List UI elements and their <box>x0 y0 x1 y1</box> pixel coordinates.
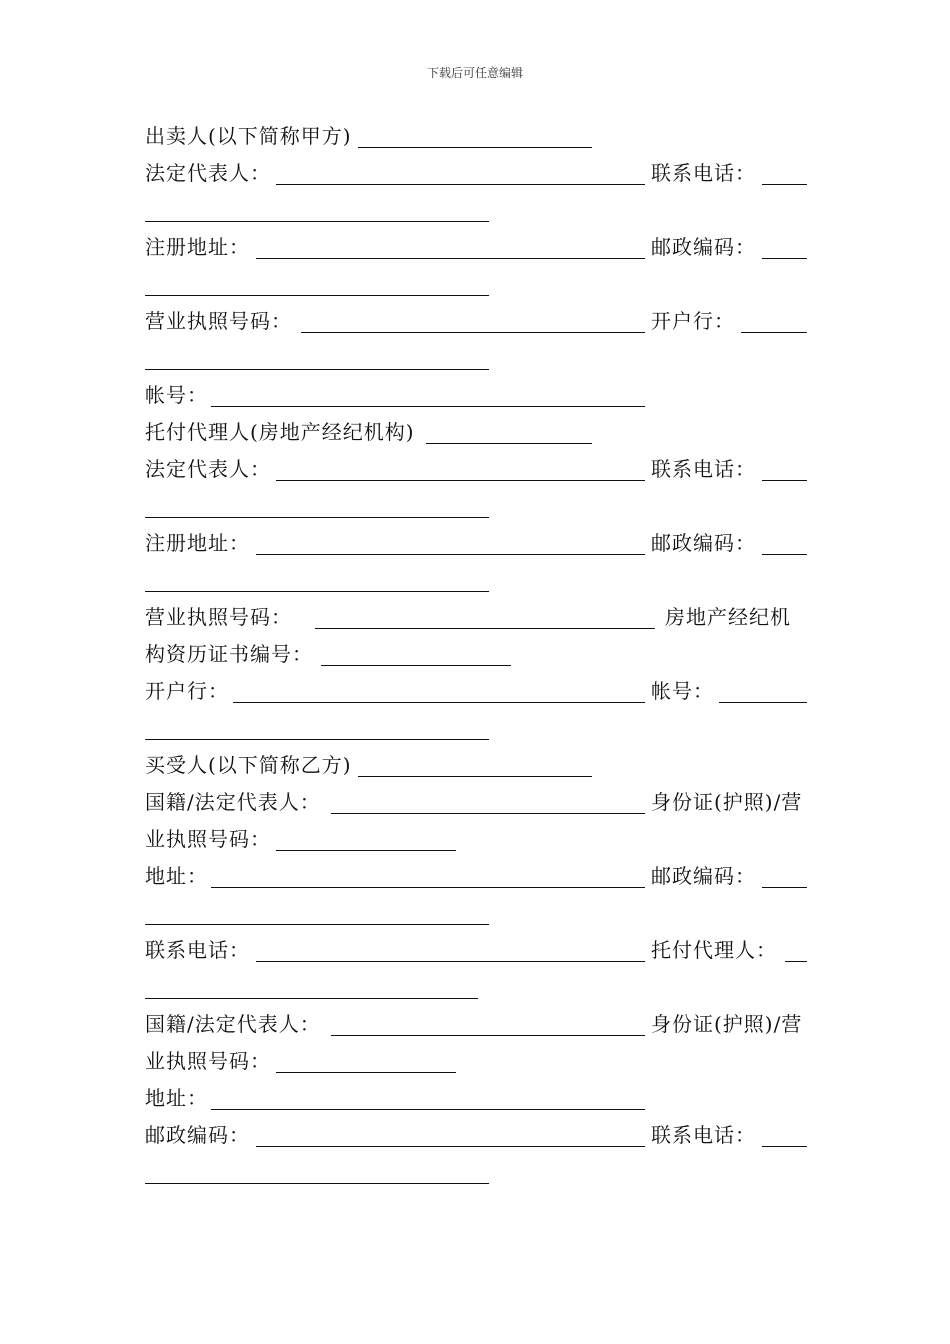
seller-postcode-cont <box>145 266 807 303</box>
agent-name-field[interactable] <box>426 443 592 444</box>
agent-license-field[interactable] <box>315 628 655 629</box>
agent-cert-line <box>145 636 807 673</box>
buyer-postcode-field-b[interactable] <box>145 924 489 925</box>
agent-account-cont <box>145 710 807 747</box>
proxy-phone-cont <box>145 1154 807 1191</box>
agent-phone-field-b[interactable] <box>145 517 489 518</box>
seller-legal-rep-field[interactable] <box>276 184 645 185</box>
agent-legal-rep-line <box>145 451 807 488</box>
buyer-address-line <box>145 858 807 895</box>
seller-bank-cont <box>145 340 807 377</box>
proxy-nationality-line <box>145 1006 807 1043</box>
proxy-nationality-label: 国籍/法定代表人： <box>145 1012 321 1036</box>
buyer-postcode-label: 邮政编码： <box>651 864 756 888</box>
agent-address-label: 注册地址： <box>145 531 250 555</box>
buyer-nationality-field[interactable] <box>331 813 645 814</box>
agent-phone-cont <box>145 488 807 525</box>
seller-license-line <box>145 303 807 340</box>
proxy-id-label-a: 身份证(护照)/营 <box>651 1012 803 1036</box>
agent-title-line <box>145 414 807 451</box>
seller-phone-label: 联系电话： <box>651 161 756 185</box>
agent-postcode-cont <box>145 562 807 599</box>
agent-phone-label: 联系电话： <box>651 457 756 481</box>
proxy-address-label: 地址： <box>145 1086 208 1110</box>
buyer-id-field[interactable] <box>276 850 456 851</box>
buyer-id-label-a: 身份证(护照)/营 <box>651 790 803 814</box>
proxy-phone-label: 联系电话： <box>651 1123 756 1147</box>
agent-legal-rep-label: 法定代表人： <box>145 457 271 481</box>
seller-legal-rep-label: 法定代表人： <box>145 161 271 185</box>
seller-account-field[interactable] <box>211 406 645 407</box>
buyer-nationality-line <box>145 784 807 821</box>
seller-license-field[interactable] <box>301 332 645 333</box>
agent-address-line <box>145 525 807 562</box>
seller-name-field[interactable] <box>358 147 592 148</box>
buyer-phone-line <box>145 932 807 969</box>
seller-bank-field-a[interactable] <box>741 332 807 333</box>
agent-cert-field[interactable] <box>321 665 511 666</box>
buyer-postcode-field-a[interactable] <box>762 887 807 888</box>
seller-license-label: 营业执照号码： <box>145 309 292 333</box>
seller-bank-field-b[interactable] <box>145 369 489 370</box>
buyer-id-line <box>145 821 807 858</box>
agent-license-label: 营业执照号码： <box>145 605 292 629</box>
agent-address-field[interactable] <box>256 554 645 555</box>
seller-postcode-field-b[interactable] <box>145 295 489 296</box>
buyer-proxy-field-a[interactable] <box>785 961 807 962</box>
seller-postcode-label: 邮政编码： <box>651 235 756 259</box>
agent-bank-field[interactable] <box>233 702 645 703</box>
seller-bank-label: 开户行： <box>651 309 735 333</box>
buyer-address-label: 地址： <box>145 864 208 888</box>
buyer-id-label-b: 业执照号码： <box>145 827 271 851</box>
seller-account-line <box>145 377 807 414</box>
seller-postcode-field-a[interactable] <box>762 258 807 259</box>
agent-cert-label-b: 构资历证书编号： <box>145 642 313 666</box>
buyer-title: 买受人(以下简称乙方) <box>145 753 352 777</box>
proxy-address-line <box>145 1080 807 1117</box>
seller-address-line <box>145 229 807 266</box>
buyer-phone-label: 联系电话： <box>145 938 250 962</box>
buyer-address-field[interactable] <box>211 887 645 888</box>
agent-bank-line <box>145 673 807 710</box>
agent-license-line <box>145 599 807 636</box>
agent-bank-label: 开户行： <box>145 679 229 703</box>
agent-legal-rep-field[interactable] <box>276 480 645 481</box>
proxy-nationality-field[interactable] <box>331 1035 645 1036</box>
proxy-postcode-field[interactable] <box>256 1146 645 1147</box>
agent-phone-field-a[interactable] <box>762 480 807 481</box>
proxy-id-field[interactable] <box>276 1072 456 1073</box>
seller-title-line <box>145 118 807 155</box>
seller-phone-cont <box>145 192 807 229</box>
buyer-proxy-cont <box>145 969 807 1006</box>
page-header: 下载后可任意编辑 <box>426 66 523 80</box>
seller-phone-field-a[interactable] <box>762 184 807 185</box>
seller-address-label: 注册地址： <box>145 235 250 259</box>
buyer-phone-field[interactable] <box>256 961 645 962</box>
proxy-id-label-b: 业执照号码： <box>145 1049 271 1073</box>
proxy-phone-field-a[interactable] <box>762 1146 807 1147</box>
agent-account-field-a[interactable] <box>719 702 807 703</box>
contract-parties-form <box>145 118 807 1191</box>
agent-cert-label-a: 房地产经纪机 <box>665 605 791 629</box>
buyer-title-line <box>145 747 807 784</box>
seller-title: 出卖人(以下简称甲方) <box>145 124 352 148</box>
proxy-id-line <box>145 1043 807 1080</box>
seller-account-label: 帐号： <box>145 383 208 407</box>
seller-address-field[interactable] <box>256 258 645 259</box>
proxy-postcode-line <box>145 1117 807 1154</box>
agent-title: 托付代理人(房地产经纪机构) <box>145 420 415 444</box>
agent-account-label: 帐号： <box>651 679 714 703</box>
buyer-name-field[interactable] <box>358 776 592 777</box>
agent-postcode-field-b[interactable] <box>145 591 489 592</box>
proxy-phone-field-b[interactable] <box>145 1183 489 1184</box>
seller-phone-field-b[interactable] <box>145 221 489 222</box>
proxy-address-field[interactable] <box>211 1109 645 1110</box>
buyer-postcode-cont <box>145 895 807 932</box>
proxy-postcode-label: 邮政编码： <box>145 1123 250 1147</box>
buyer-proxy-field-b[interactable] <box>145 998 478 999</box>
agent-postcode-label: 邮政编码： <box>651 531 756 555</box>
agent-account-field-b[interactable] <box>145 739 489 740</box>
buyer-nationality-label: 国籍/法定代表人： <box>145 790 321 814</box>
seller-legal-rep-line <box>145 155 807 192</box>
agent-postcode-field-a[interactable] <box>762 554 807 555</box>
buyer-proxy-label: 托付代理人： <box>651 938 777 962</box>
